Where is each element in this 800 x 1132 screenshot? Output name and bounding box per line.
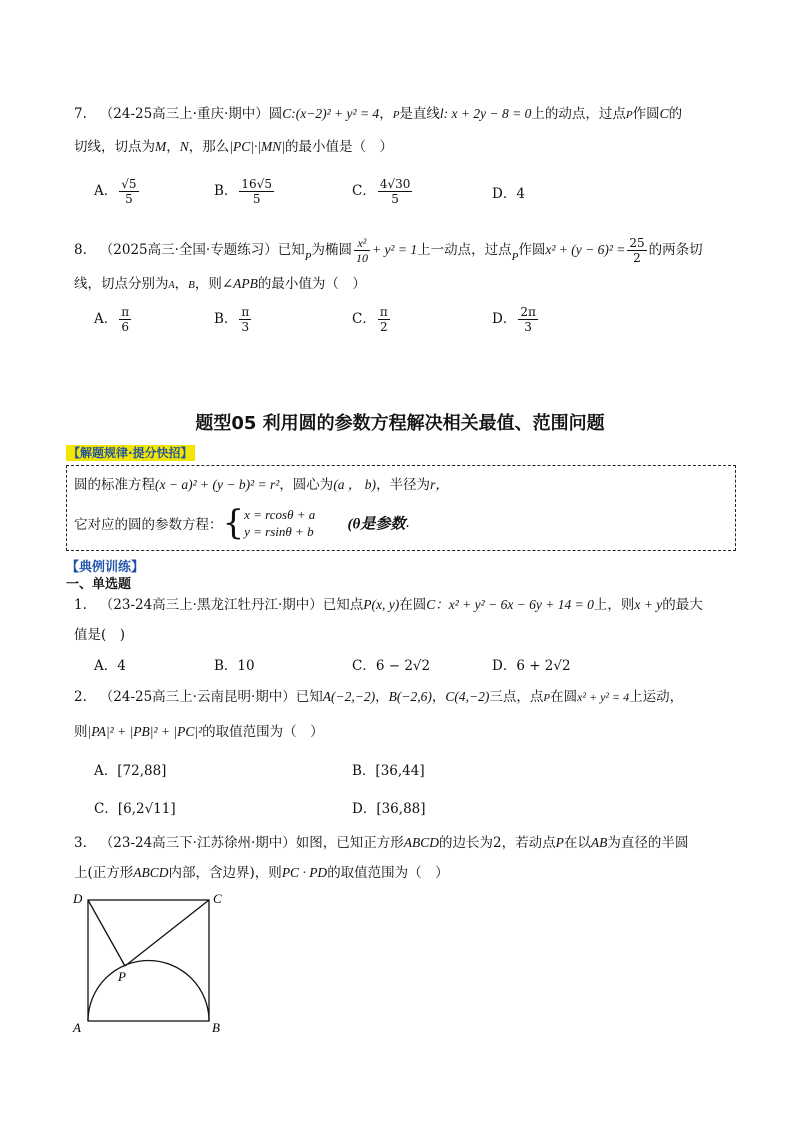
brace-icon: { (222, 503, 245, 543)
label-c: C (213, 891, 222, 906)
q7-line-equation: l: x + 2y − 8 = 0 (439, 106, 532, 121)
square-semicircle-figure (70, 886, 240, 1036)
q1-line1: 1. （23-24高三上·黑龙江牡丹江·期中）已知点P(x, y)在圆C：x² + y² − 6x − 6y + 14 = 0上，则x + y的最大 (74, 597, 703, 613)
semicircle (88, 961, 209, 1022)
tip-line-1: 圆的标准方程(x − a)² + (y − b)² = r²，圆心为(a ， b)，半径为r， (74, 477, 449, 493)
q1-circle: C：x² + y² − 6x − 6y + 14 = 0 (426, 597, 594, 612)
label-b: B (212, 1020, 220, 1035)
q1-option-a[interactable]: A．4 (94, 658, 126, 674)
q2-line2: 则|PA|² + |PB|² + |PC|²的取值范围为（ ） (74, 724, 324, 740)
q7-line1: 7. （24-25高三上·重庆·期中）圆C:(x−2)² + y² = 4，P是直线l: x + 2y − 8 = 0上的动点，过点P作圆C的 (74, 106, 683, 122)
q2-option-d[interactable]: D．[36,88] (352, 801, 426, 817)
tip-tag: 【解题规律·提分快招】 (68, 446, 193, 460)
q2-option-c[interactable]: C．[6,2√11] (94, 801, 176, 817)
q7-circle-equation: C:(x−2)² + y² = 4 (282, 106, 380, 121)
q1-source: （23-24高三上·黑龙江牡丹江·期中） (99, 597, 323, 613)
q8-line1: 8. （2025高三·全国·专题练习）已知$_P$为椭圆 $\frac{\text{x²}}{10}$ + y² = 1上一动点，过点$_P$作圆x² + (y − 6)² = $\frac{25}{2}$ 的两条切 (74, 236, 703, 265)
q8-line2: 线，切点分别为A，B，则∠APB的最小值为（ ） (74, 276, 366, 292)
q8-option-b[interactable]: B． $\frac{\pi}{3}$ (214, 305, 250, 334)
q7-source: （24-25高三上·重庆·期中） (99, 106, 269, 122)
q1-option-b[interactable]: B．10 (214, 658, 255, 674)
param-x: x = rcosθ + a (244, 507, 316, 522)
q2-circle: x² + y² = 4 (577, 690, 630, 704)
q8-ellipse: + y² = 1 (371, 242, 418, 257)
q7-option-d[interactable]: D．4 (492, 186, 525, 202)
q1-option-d[interactable]: D．6 + 2√2 (492, 658, 571, 674)
label-d: D (73, 891, 83, 906)
q1-option-c[interactable]: C．6 − 2√2 (352, 658, 431, 674)
segment-pc (125, 900, 209, 966)
q7-number: 7. (74, 106, 87, 122)
q3-number: 3. (74, 835, 87, 851)
q2-option-b[interactable]: B．[36,44] (352, 763, 425, 779)
q2-expression: |PA|² + |PB|² + |PC|² (87, 724, 203, 739)
q3-line2: 上(正方形ABCD内部，含边界)，则PC · PD的取值范围为（ ） (74, 865, 449, 881)
q8-source: （2025高三·全国·专题练习） (99, 242, 278, 258)
standard-equation: (x − a)² + (y − b)² = r² (155, 477, 280, 492)
q8-option-d[interactable]: D． $\frac{2\pi}{3}$ (492, 305, 536, 334)
q7-option-b[interactable]: B． $\frac{16√5}{5}$ (214, 177, 272, 206)
q8-angle: ∠APB (221, 276, 258, 291)
param-y: y = rsinθ + b (244, 524, 314, 539)
q2-line1: 2. （24-25高三上·云南昆明·期中）已知A(−2,−2)，B(−2,6)，C(4,−2)三点，点P在圆x² + y² = 4上运动， (74, 689, 684, 705)
q8-option-c[interactable]: C． $\frac{\pi}{2}$ (352, 305, 388, 334)
q7-line2: 切线，切点为M，N，那么|PC|·|MN|的最小值是（ ） (74, 139, 393, 155)
q2-option-a[interactable]: A．[72,88] (94, 763, 167, 779)
q8-number: 8. (74, 242, 87, 258)
q8-option-a[interactable]: A． $\frac{\pi}{6}$ (94, 305, 130, 334)
q2-number: 2. (74, 689, 87, 705)
param-note: (θ是参数 (347, 516, 406, 533)
section-title: 题型05 利用圆的参数方程解决相关最值、范围问题 (195, 413, 605, 434)
q3-line1: 3. （23-24高三下·江苏徐州·期中）如图，已知正方形ABCD的边长为2，若动点P在以AB为直径的半圆 (74, 835, 689, 851)
q7-option-c[interactable]: C． $\frac{4√30}{5}$ (352, 177, 411, 206)
q1-line2: 值是( ) (74, 627, 126, 643)
q2-source: （24-25高三上·云南昆明·期中） (99, 689, 296, 705)
q3-source: （23-24高三下·江苏徐州·期中） (99, 835, 296, 851)
circle-center: (a ， b) (333, 477, 377, 492)
tip-line-2: 它对应的圆的参数方程：{ x = rcosθ + a y = rsinθ + b (θ是参数. (74, 503, 410, 543)
q7-expression: |PC|·|MN| (229, 139, 285, 154)
subsection-heading: 一、单选题 (66, 577, 132, 592)
label-p: P (118, 969, 126, 984)
q3-expression: PC · PD (281, 865, 328, 880)
q7-option-a[interactable]: A． $\frac{√5}{5}$ (94, 177, 137, 206)
examples-tag: 【典例训练】 (66, 560, 145, 575)
q1-number: 1. (74, 597, 87, 613)
q8-circle: x² + (y − 6)² = (545, 242, 626, 257)
segment-pd (88, 900, 125, 966)
label-a: A (73, 1020, 81, 1035)
